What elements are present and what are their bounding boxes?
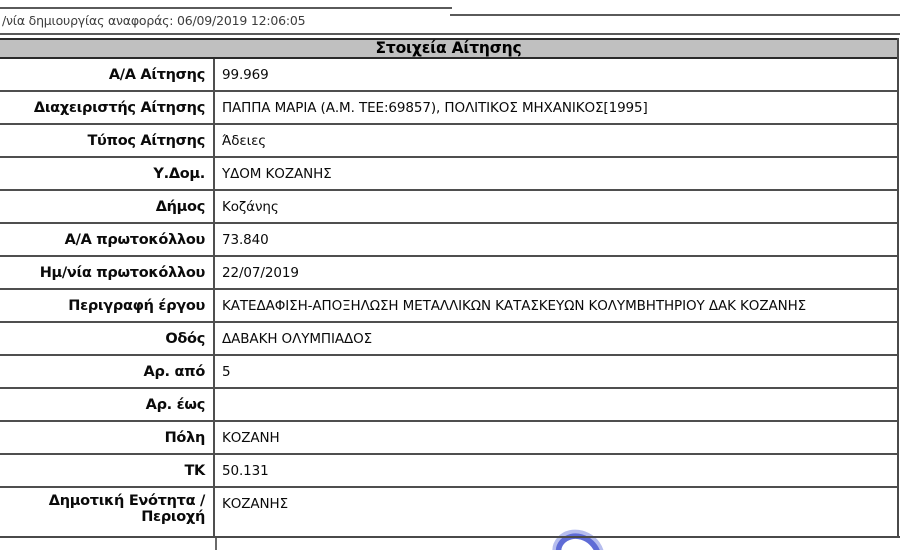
field-value: ΠΑΠΠΑ ΜΑΡΙΑ (Α.Μ. ΤΕΕ:69857), ΠΟΛΙΤΙΚΟΣ ΜΗΧΑΝΙΚΟΣ[1995]: [222, 99, 648, 116]
table-body: [0, 59, 897, 538]
table-row: [0, 389, 897, 422]
table-row: [0, 356, 897, 389]
field-value: Άδειες: [222, 132, 267, 149]
field-value: 5: [222, 363, 231, 380]
meta-divider: [0, 33, 900, 35]
table-row: [0, 323, 897, 356]
field-label: Διαχειριστής Αίτησης: [0, 92, 215, 123]
table-row: [0, 422, 897, 455]
field-value: 50.131: [222, 462, 269, 479]
field-value: 73.840: [222, 231, 269, 248]
table-row: [0, 290, 897, 323]
field-value: ΥΔΟΜ ΚΟΖΑΝΗΣ: [222, 165, 332, 182]
report-creation-timestamp: /νία δημιουργίας αναφοράς: 06/09/2019 12:06:05: [2, 13, 306, 28]
field-label: ΤΚ: [0, 455, 215, 486]
table-row: [0, 125, 897, 158]
table-bottom-border: [0, 536, 900, 538]
field-label: Υ.Δομ.: [0, 158, 215, 189]
field-label: Περιγραφή έργου: [0, 290, 215, 321]
table-row: [0, 257, 897, 290]
application-details-table: [0, 38, 899, 538]
field-label: Δήμος: [0, 191, 215, 222]
field-value: ΚΑΤΕΔΑΦΙΣΗ-ΑΠΟΞΗΛΩΣΗ ΜΕΤΑΛΛΙΚΩΝ ΚΑΤΑΣΚΕΥΩΝ ΚΟΛΥΜΒΗΤΗΡΙΟΥ ΔΑΚ ΚΟΖΑΝΗΣ: [222, 297, 807, 314]
field-label: Α/Α πρωτοκόλλου: [0, 224, 215, 255]
field-label: Πόλη: [0, 422, 215, 453]
field-label: Αρ. από: [0, 356, 215, 387]
table-row: [0, 455, 897, 488]
field-value: Κοζάνης: [222, 198, 279, 215]
table-row: [0, 59, 897, 92]
field-value: 99.969: [222, 66, 269, 83]
field-value: 22/07/2019: [222, 264, 299, 281]
field-label: Οδός: [0, 323, 215, 354]
table-row: [0, 488, 897, 538]
field-value: ΚΟΖΑΝΗΣ: [222, 496, 289, 512]
table-row: [0, 224, 897, 257]
field-label: Ημ/νία πρωτοκόλλου: [0, 257, 215, 288]
field-value: ΔΑΒΑΚΗ ΟΛΥΜΠΙΑΔΟΣ: [222, 330, 373, 347]
top-divider-right-segment: [450, 14, 900, 16]
table-row: [0, 191, 897, 224]
top-divider-left-segment: [0, 7, 452, 9]
table-row: [0, 92, 897, 125]
blue-logo-watermark-icon: [549, 527, 611, 550]
field-label: Αρ. έως: [0, 389, 215, 420]
field-value: [215, 389, 897, 420]
field-label: Τύπος Αίτησης: [0, 125, 215, 156]
field-label: Α/Α Αίτησης: [0, 59, 215, 90]
section-title: Στοιχεία Αίτησης: [0, 38, 897, 59]
table-row: [0, 158, 897, 191]
field-value: ΚΟΖΑΝΗ: [222, 429, 280, 446]
next-row-column-divider-stub: [215, 538, 217, 550]
field-label: Δημοτική Ενότητα / Περιοχή: [0, 488, 215, 538]
